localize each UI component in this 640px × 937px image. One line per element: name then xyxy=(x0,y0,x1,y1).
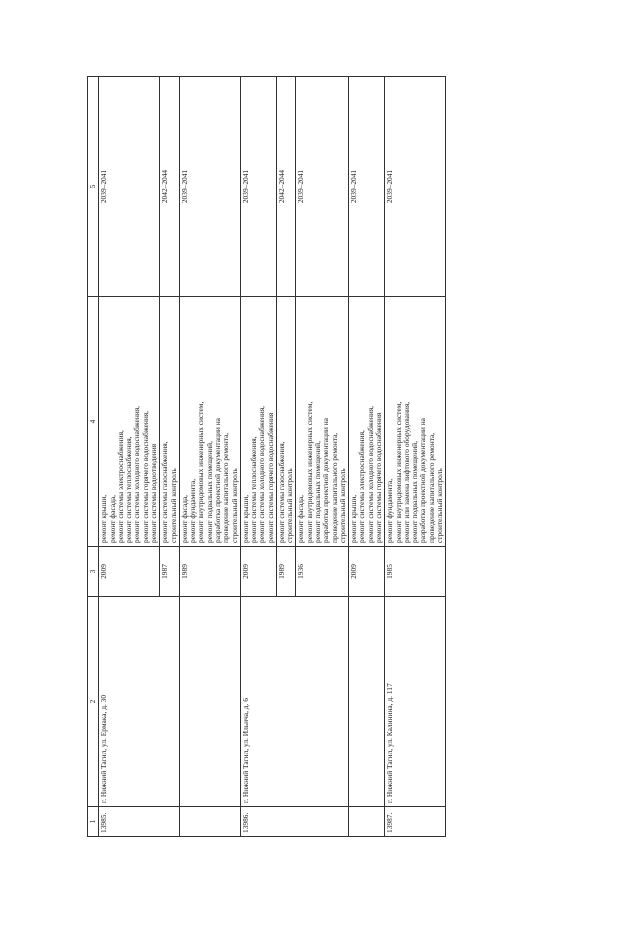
header-cell-2: 2 xyxy=(88,597,99,807)
works-cell xyxy=(385,297,446,547)
work-item: ремонт системы электроснабжения, xyxy=(115,430,125,543)
works-cell xyxy=(240,297,276,547)
work-item: строительный контроль xyxy=(168,468,178,543)
work-item: ремонт системы горячего водоснабжения, xyxy=(140,410,150,543)
works-cell xyxy=(179,297,240,547)
work-item: ремонт системы газоснабжения, xyxy=(160,441,170,543)
work-item: разработка проектной документации на xyxy=(212,418,222,543)
work-item: ремонт фундамента, xyxy=(385,478,395,543)
period-cell: 2039–2041 xyxy=(99,77,160,297)
work-item: разработка проектной документации на xyxy=(321,418,331,543)
period-cell: 2042–2044 xyxy=(276,77,296,297)
header-cell-4: 4 xyxy=(88,297,99,547)
work-item: ремонт системы горячего водоснабжения xyxy=(265,412,275,543)
table-row xyxy=(349,77,385,837)
work-item: ремонт фасада, xyxy=(107,495,117,543)
work-item: ремонт подвальных помещений, xyxy=(204,441,214,543)
work-item: ремонт системы холодного водоснабжения, xyxy=(132,406,142,543)
period-cell: 2042–2044 xyxy=(160,77,180,297)
work-item: ремонт крыши, xyxy=(349,494,359,543)
work-item: ремонт системы водоотведения xyxy=(148,443,158,543)
work-item: ремонт фасада, xyxy=(296,495,306,543)
header-cell-1: 1 xyxy=(88,807,99,837)
works-cell xyxy=(296,297,349,547)
row-number xyxy=(349,807,385,837)
work-item: ремонт системы теплоснабжения, xyxy=(124,436,134,543)
row-number xyxy=(179,807,240,837)
year-cell: 1987 xyxy=(160,547,180,597)
work-item: строительный контроль xyxy=(337,468,347,543)
work-item: проведение капитального ремонта, xyxy=(221,432,231,543)
address-cell: г. Нижний Тагил, ул. Калинина, д. 117 xyxy=(385,597,446,807)
work-item: ремонт внутридомовых инженерных систем, xyxy=(393,401,403,543)
header-cell-5: 5 xyxy=(88,77,99,297)
work-item: ремонт системы газоснабжения, xyxy=(276,441,286,543)
address-cell: г. Нижний Тагил, ул. Ильича, д. 6 xyxy=(240,597,348,807)
year-cell: 1985 xyxy=(385,547,446,597)
rotated-table-frame xyxy=(87,77,587,837)
table-row xyxy=(240,77,276,837)
works-cell xyxy=(276,297,296,547)
row-number: 13986. xyxy=(240,807,348,837)
work-item: строительный контроль xyxy=(229,468,239,543)
work-item: ремонт системы теплоснабжения, xyxy=(249,436,259,543)
work-item: строительный контроль xyxy=(285,468,295,543)
works-cell xyxy=(99,297,160,547)
address-cell: г. Нижний Тагил, ул. Ермака, д. 30 xyxy=(99,597,180,807)
table-row xyxy=(179,77,240,837)
table-row xyxy=(385,77,446,837)
work-item: ремонт фасада, xyxy=(179,495,189,543)
year-cell: 1989 xyxy=(276,547,296,597)
year-cell: 2009 xyxy=(240,547,276,597)
header-row xyxy=(88,77,99,837)
work-item: ремонт внутридомовых инженерных систем, xyxy=(196,401,206,543)
year-cell: 2009 xyxy=(99,547,160,597)
header-cell-3: 3 xyxy=(88,547,99,597)
work-item: разработка проектной документации на xyxy=(418,418,428,543)
period-cell: 2039–2041 xyxy=(240,77,276,297)
address-cell xyxy=(179,597,240,807)
work-item: ремонт системы электроснабжения, xyxy=(357,430,367,543)
year-cell: 1936 xyxy=(296,547,349,597)
work-item: ремонт внутридомовых инженерных систем, xyxy=(304,401,314,543)
work-item: ремонт подвальных помещений, xyxy=(313,441,323,543)
works-cell xyxy=(160,297,180,547)
work-item: проведение капитального ремонта, xyxy=(426,432,436,543)
repair-schedule-table xyxy=(87,76,446,837)
row-number: 13987. xyxy=(385,807,446,837)
work-item: ремонт фундамента, xyxy=(188,478,198,543)
table-body xyxy=(99,77,446,837)
work-item: ремонт системы горячего водоснабжения xyxy=(374,412,383,543)
address-cell xyxy=(349,597,385,807)
table-row xyxy=(99,77,160,837)
year-cell: 2009 xyxy=(349,547,385,597)
work-item: ремонт системы холодного водоснабжения, xyxy=(257,406,267,543)
period-cell: 2039–2041 xyxy=(349,77,385,297)
year-cell: 1989 xyxy=(179,547,240,597)
work-item: ремонт системы холодного водоснабжения, xyxy=(365,406,375,543)
row-number: 13985. xyxy=(99,807,180,837)
work-item: ремонт крыши, xyxy=(99,494,109,543)
work-item: ремонт крыши, xyxy=(240,494,250,543)
work-item: строительный контроль xyxy=(434,468,444,543)
work-item: ремонт или замена лифтового оборудования, xyxy=(401,401,411,543)
work-item: ремонт подвальных помещений, xyxy=(410,441,420,543)
period-cell: 2039–2041 xyxy=(179,77,240,297)
work-item: проведение капитального ремонта, xyxy=(329,432,339,543)
period-cell: 2039–2041 xyxy=(385,77,446,297)
works-cell xyxy=(349,297,385,547)
period-cell: 2039–2041 xyxy=(296,77,349,297)
